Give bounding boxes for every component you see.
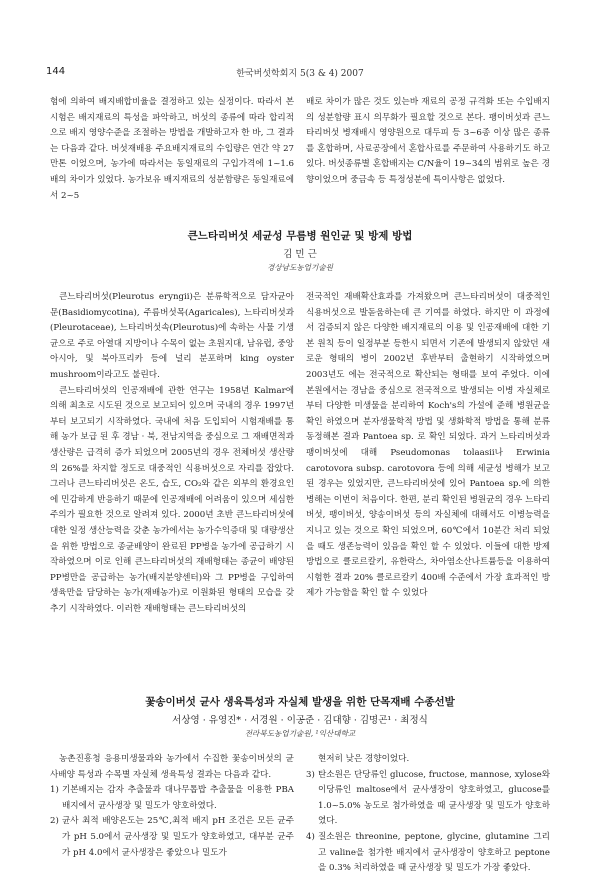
- section2-left-paragraph-1: 농촌진흥청 응용미생물과와 농가에서 수집한 꽃송이버섯의 균사배양 특성과 수목별 자실체 생육특성 결과는 다음과 같다.: [50, 754, 294, 780]
- list-item-text: 탄소원은 단당류인 glucose, fructose, mannose, xylose와 이당류인 maltose에서 균사생장이 양호하였고, glucose를 1.0~5.0% 농도로 첨가하였을 때 균사생장 및 밀도가 양호하였다.: [318, 769, 550, 827]
- section2-title: 꽃송이버섯 균사 생육특성과 자실체 발생을 위한 단목재배 수종선발: [145, 696, 455, 708]
- section2-right-continuation: 현저히 낮은 경향이었다.: [318, 754, 410, 764]
- top-left-text: 험에 의하여 배지배합비율을 결정하고 있는 실정이다. 따라서 본 시험은 배지재료의 특성을 파악하고, 버섯의 종류에 따라 합리적으로 배지 영양수준을 조절하는 방법을 개발하고자 한 바, 그 결과는 다음과 같다. 버섯재배용 주요배지재료의 수입량은 연간 약 27만톤 이었으며, 농가에 따라서는 동일재료의 구입가격에 1~1.6배의 차이가 있었다. 농가보유 배지재료의 성분함량은 동일재료에서 2~5: [50, 97, 294, 201]
- section2-authors: 서상영 · 유영진* · 서경원 · 이공준 · 김대향 · 김명곤¹ · 최정식: [172, 715, 428, 726]
- list-item-number: 2): [50, 816, 59, 827]
- list-item-number: 1): [50, 785, 59, 796]
- list-item-number: 4): [306, 831, 315, 842]
- page-header: [46, 66, 554, 80]
- section1-left-column: [50, 290, 294, 617]
- list-item-text: 질소원은 threonine, peptone, glycine, glutamine 그리고 valine을 첨가한 배지에서 균사생장이 양호하고 peptone을 0.3% 처리하였을 때 균사생장 및 밀도가 가장 좋았다.: [318, 831, 550, 874]
- list-item-text: 기본배지는 감자 추출물과 대나무톱밥 추출물을 이용한 PBA 배지에서 균사생장 및 밀도가 양호하였다.: [62, 785, 294, 811]
- section1-author: 김 민 근: [283, 249, 317, 260]
- section2-list-item: [50, 814, 294, 861]
- top-left-column: [50, 95, 294, 204]
- section2-list-item: [50, 783, 294, 814]
- section1-left-paragraph-1: 큰느타리버섯(Pleurotus eryngii)은 분류학적으로 담자균아문(Basidiomycotina), 주름버섯목(Agaricales), 느타리버섯과 (Pleurotaceae), 느타리버섯속(Pleurotus)에 속하는 사물 기생균으로 주로 아열대 지방이나 수목이 없는 초원지대, 남유럽, 중앙아시아, 및 북아프리카 등에 널리 분포하며 king oyster mushroom이라고도 불린다.: [50, 292, 294, 380]
- section2-right-column: [306, 752, 550, 877]
- list-item-number: 3): [306, 769, 315, 780]
- section2-list-item: [306, 768, 550, 830]
- section2-list-item: [306, 830, 550, 877]
- section1-right-column: [306, 290, 550, 602]
- page-number: 144: [46, 66, 66, 77]
- list-item-text: 균사 최적 배양온도는 25℃,최적 배지 pH 조건은 모든 균주가 pH 5.0에서 균사생장 및 밀도가 양호하였고, 대부분 균주가 pH 4.0에서 균사생장은 좋았으나 밀도가: [62, 816, 294, 858]
- section2-affiliation: 전라북도농업기술원, ¹익산대학교: [244, 729, 356, 738]
- top-right-text: 배로 차이가 많은 것도 있는바 재료의 공정 규격화 또는 수입배지의 성분함량 표시 의무화가 필요할 것으로 본다. 팽이버섯과 큰느타리버섯 병재배시 영양원으로 대두피 등 3~6종 이상 많은 종류를 혼합하며, 사료공장에서 혼합사료를 주문하여 사용하기도 하고 있다. 버섯종류별 혼합배지는 C/N율이 19~34의 범위로 높은 경향이었으며 중금속 등 특정성분에 특이사항은 없었다.: [306, 97, 550, 185]
- top-right-column: [306, 95, 550, 189]
- section2-left-column: [50, 752, 294, 861]
- section1-right-paragraph-1: 전국적인 재배확산효과를 가져왔으며 큰느타리버섯이 대중적인 식용버섯으로 발돋움하는데 큰 기여를 하였다. 하지만 이 과정에서 검증되지 않은 다양한 배지재료의 이용 및 인공재배에 대한 기본 원칙 등이 일정부분 등한시 되면서 기존에 발생되지 않았던 새로운 형태의 병이 2002년 후반부터 출현하기 시작하였으며 2003년도 에는 전국적으로 확산되는 형태를 보여 주었다. 이에 본원에서는 경남을 중심으로 전국적으로 발생되는 이병 자실체로부터 다양한 미생물을 분리하여 Koch's의 가설에 준해 병원균을 확인 하였으며 분자생물학적 방법 및 생화학적 방법을 통해 분류 동정해본 결과 Pantoea sp. 로 확인 되었다. 과거 느타리버섯과 팽이버섯에 대해 Pseudomonas tolaasii나 Erwinia carotovora subsp. carotovora 등에 의해 세균성 병해가 보고된 경우는 있었지만, 큰느타리버섯에 있어 Pantoea sp.에 의한 병해는 이번이 처음이다. 한편, 분리 확인된 병원균의 경우 느타리버섯, 팽이버섯, 양송이버섯 등의 자실체에 대해서도 이병능력을 지니고 있는 것으로 확인 되었으며, 60℃에서 10분간 처리 되었을 때도 생존능력이 있음을 확인 할 수 있었다. 이들에 대한 방제방법으로 클로르칼키, 유한락스, 차아염소산나트륨등을 이용하여 시험한 결과 20% 클로르칼키 400배 수준에서 가장 효과적인 방제가 가능함을 확인 할 수 있었다: [306, 292, 550, 599]
- section1-left-paragraph-2: 큰느타리버섯의 인공재배에 관한 연구는 1958년 Kalmar에 의해 최초로 시도된 것으로 보고되어 있으며 국내의 경우 1997년부터 보고되기 시작하였다. 국내에 처음 도입되어 시험재배를 통해 농가 보급 된 후 경남 · 북, 전남지역을 중심으로 그 재배면적과 생산량은 급격히 증가 되었으며 2005년의 경우 전체버섯 생산량의 26%를 차지할 정도로 대중적인 식용버섯으로 자리를 잡았다. 그러나 큰느타리버섯은 온도, 습도, CO₂와 같은 외부의 환경요인에 민감하게 반응하기 때문에 인공재배에 어려움이 있으며 세심한 주의가 필요한 것으로 알려져 있다. 2000년 초반 큰느타리버섯에 대한 일정 생산능력을 갖춘 농가에서는 농가수익증대 및 대량생산을 위한 방법으로 종균배양이 완료된 PP병을 농가에 공급하기 시작하였으며 이로 인해 큰느타리버섯의 재배형태는 종균이 배양된 PP병만을 공급하는 농가(배지분양센터)와 그 PP병을 구입하여 생육만을 담당하는 농가(재배농가)로 이원화된 형태의 모습을 갖추기 시작하였다. 이러한 재배형태는 큰느타리버섯의: [50, 385, 294, 614]
- journal-title: 한국버섯학회지 5(3 & 4) 2007: [236, 69, 364, 79]
- section1-affiliation: 경상남도농업기술원: [266, 263, 334, 272]
- section1-title: 큰느타리버섯 세균성 무름병 원인균 및 방제 방법: [187, 230, 413, 242]
